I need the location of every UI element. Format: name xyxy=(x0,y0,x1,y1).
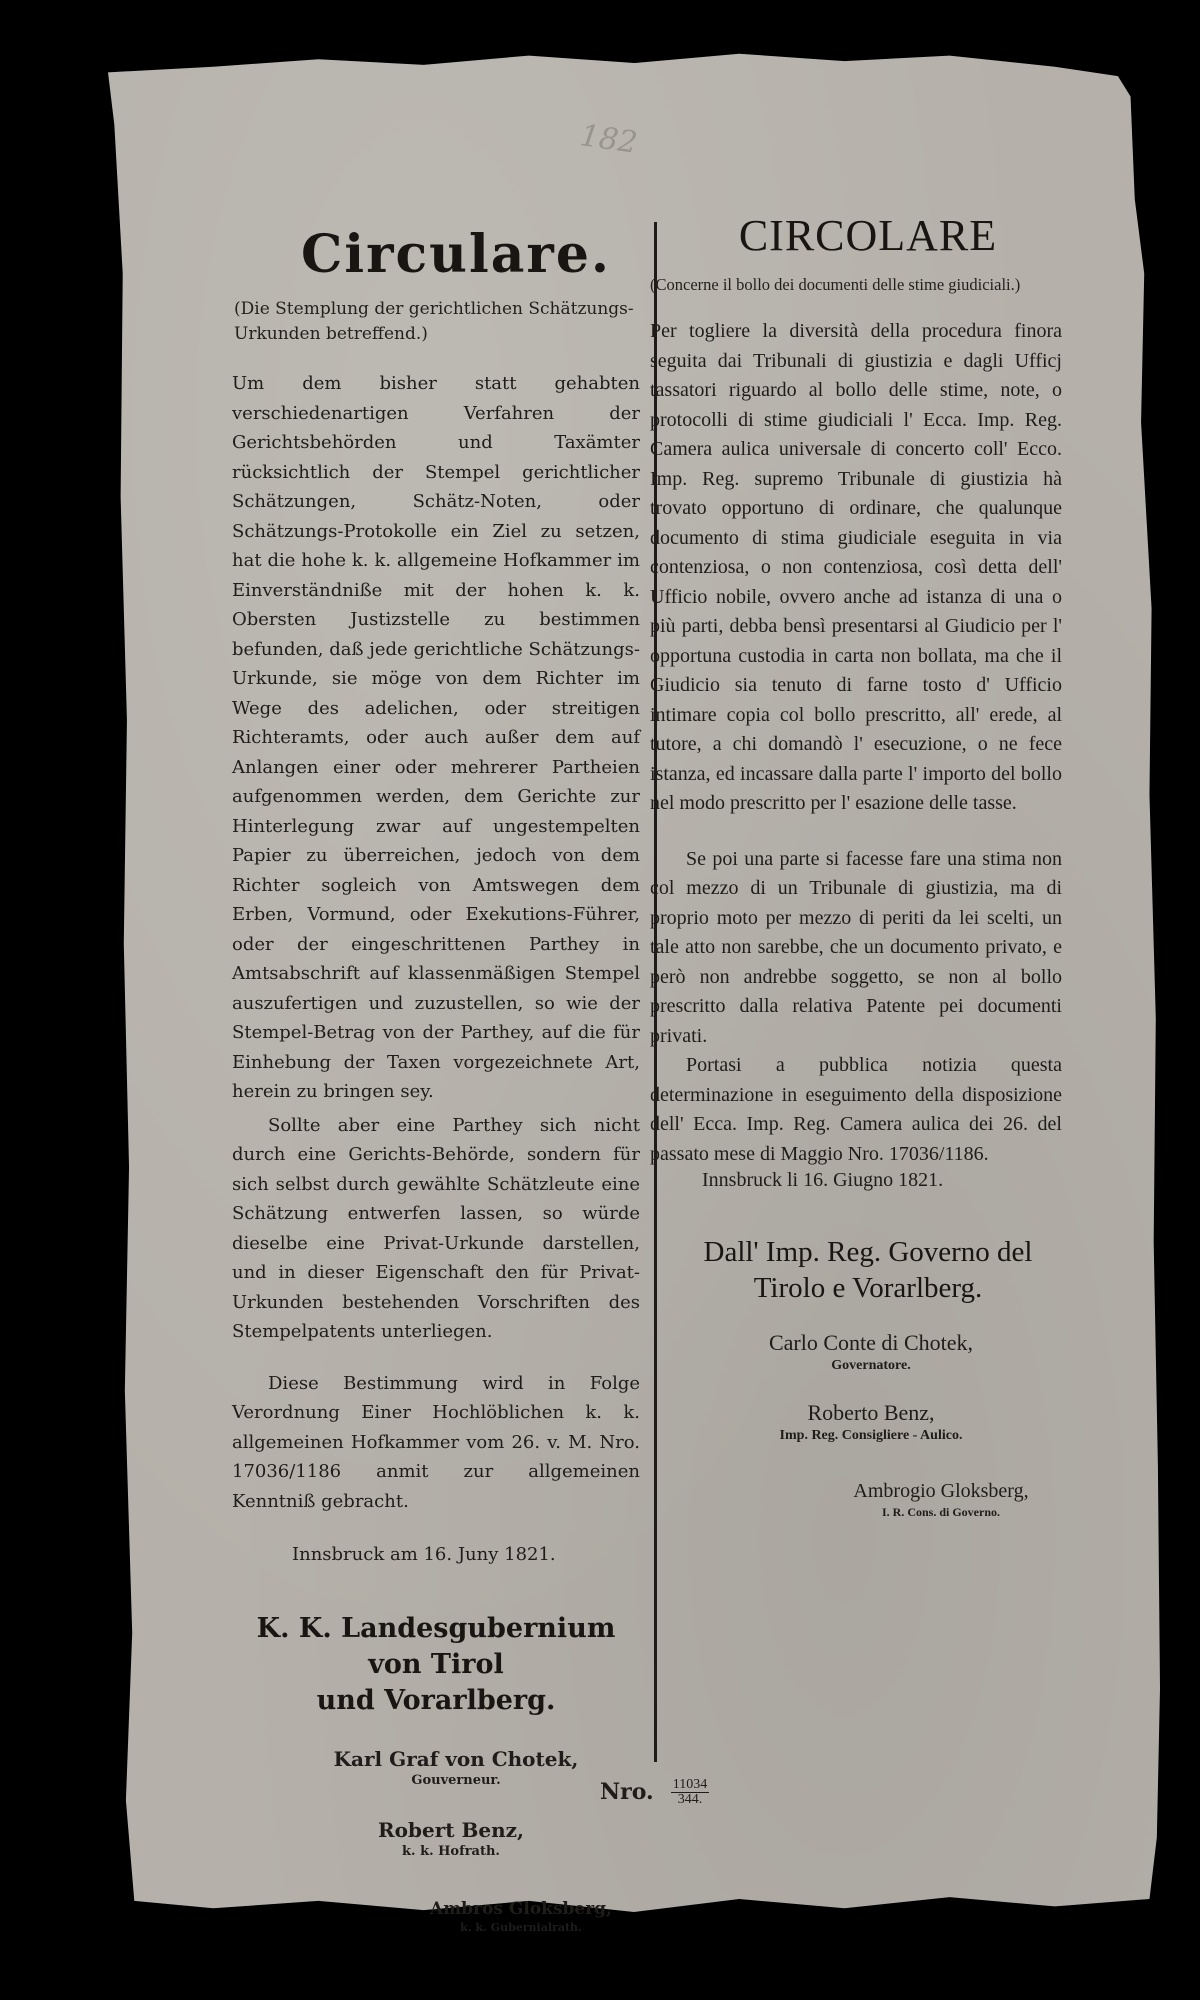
german-column xyxy=(232,210,640,1934)
handwritten-archive-number: 182 xyxy=(577,118,640,161)
german-signatory-title: k. k. Hofrath. xyxy=(402,1844,500,1859)
german-signatory-name: Karl Graf von Chotek, xyxy=(333,1747,579,1771)
document-number-fraction xyxy=(671,1778,709,1806)
italian-authority xyxy=(674,1234,1062,1306)
italian-signatory-name: Roberto Benz, xyxy=(807,1400,935,1425)
german-authority-line-2: und Vorarlberg. xyxy=(316,1685,556,1716)
german-signatory-hofrath xyxy=(262,1818,640,1859)
german-signatory-name: Robert Benz, xyxy=(378,1818,524,1842)
italian-subtitle: (Concerne il bollo dei documenti delle stime giudiciali.) xyxy=(650,275,1021,294)
german-authority xyxy=(232,1611,640,1719)
document-number-denominator: 344. xyxy=(677,1792,703,1807)
italian-signatory-title: I. R. Cons. di Governo. xyxy=(881,1505,1000,1519)
italian-paragraph-3: Portasi a pubblica notizia questa determinazione in eseguimento della disposizione dell' Ecca. Imp. Reg. Camera aulica dei 26. del passato mese di Maggio Nro. 17036/1186. xyxy=(650,1054,1062,1165)
italian-paragraph-2: Se poi una parte si facesse fare una stima non col mezzo di un Tribunale di giustizia, ma di proprio moto per mezzo di periti da lei scelti, un tale atto non sarebbe, che un documento privato, e però non andrebbe soggetto, se non al bollo prescritto dalla relativa Patente pei documenti privati. xyxy=(650,847,1062,1047)
german-signatory-title: Gouverneur. xyxy=(411,1773,501,1788)
italian-paragraph-1: Per togliere la diversità della procedura finora seguita dai Tribunali di giustizia e dagli Ufficj tassatori riguardo al bollo delle stime, note, o protocolli di stime giudiciali l' Ecca. Imp. Reg. Camera aulica universale di concerto coll' Ecco. Imp. Reg. supremo Tribunale di giustizia hà trovato opportuno di ordinare, che qualunque documento di stima giudiciale eseguita in via contenziosa, o non contenziosa, così detta dell' Ufficio nobile, ovvero anche ad istanza di una o più parti, debba bensì presentarsi al Giudicio per l' opportuna custodia in carta non bollata, ma che il Giudicio sia tenuto di farne tosto d' Ufficio intimare copia col bollo prescritto, all' erede, al tutore, a chi domandò l' esecuzione, o ne fece istanza, ed incassare dalla parte l' importo del bollo nel modo prescritto per l' esazione delle tasse. xyxy=(650,320,1062,814)
german-paragraph-2: Sollte aber eine Parthey sich nicht durch eine Gerichts-Behörde, sondern für sich selbst durch gewählte Schätzleute eine Schätzung entwerfen lassen, so würde dieselbe eine Privat-Urkunde darstellen, und in dieser Eigenschaft den für Privat-Urkunden bestehenden Vorschriften des Stempelpatents unterliegen. xyxy=(232,1114,640,1342)
italian-signatory-title: Imp. Reg. Consigliere - Aulico. xyxy=(779,1428,963,1443)
italian-signatory-name: Ambrogio Gloksberg, xyxy=(853,1480,1029,1502)
german-signatory-gubernialrath xyxy=(402,1899,640,1934)
italian-title: CIRCOLARE xyxy=(738,211,998,260)
italian-signatory-title: Governatore. xyxy=(831,1358,911,1373)
german-signatory-title: k. k. Gubernialrath. xyxy=(460,1921,582,1934)
german-signatory-name: Ambros Gloksberg, xyxy=(430,1899,612,1919)
document-number-label: Nro. xyxy=(600,1779,654,1805)
german-title: Circulare. xyxy=(300,224,612,285)
german-place-date: Innsbruck am 16. Juny 1821. xyxy=(292,1544,556,1565)
italian-place-date: Innsbruck li 16. Giugno 1821. xyxy=(702,1169,944,1191)
italian-signatory-cons-governo xyxy=(820,1480,1062,1520)
document-number xyxy=(600,1778,709,1806)
german-signatory-governor xyxy=(272,1747,640,1788)
german-paragraph-1: Um dem bisher statt gehabten verschiedenartigen Verfahren der Gerichtsbehörden und Taxämter rücksichtlich der Stempel gerichtlicher Schätzungen, Schätz-Noten, oder Schätzungs-Protokolle ein Ziel zu setzen, hat die hohe k. k. allgemeine Hofkammer im Einverständniße mit der hohen k. k. Obersten Justizstelle zu bestimmen befunden, daß jede gerichtliche Schätzungs-Urkunde, sie möge von dem Richter im Wege des adelichen, oder streitigen Richteramts, oder auch außer dem auf Anlangen einer oder mehrerer Partheien aufgenommen werden, dem Gerichte zur Hinterlegung zwar auf ungestempelten Papier zu überreichen, jedoch von dem Richter sogleich von Amtswegen dem Erben, Vormund, oder Exekutions-Führer, oder der eingeschrittenen Parthey in Amtsabschrift auf klassenmäßigen Stempel auszufertigen und zuzustellen, so wie der Stempel-Betrag von der Parthey, auf die für Einhebung der Taxen vorgezeichnete Art, herein zu bringen sey. xyxy=(232,373,640,1102)
italian-signatory-consigliere xyxy=(680,1400,1062,1444)
italian-authority-line-1: Dall' Imp. Reg. Governo del xyxy=(703,1236,1033,1268)
italian-signatory-governatore xyxy=(680,1330,1062,1374)
italian-signatory-name: Carlo Conte di Chotek, xyxy=(768,1330,974,1355)
italian-authority-line-2: Tirolo e Vorarlberg. xyxy=(753,1272,983,1304)
german-authority-line-1: K. K. Landesgubernium von Tirol xyxy=(256,1613,616,1680)
german-paragraph-3: Diese Bestimmung wird in Folge Verordnung Einer Hochlöblichen k. k. allgemeinen Hofkammer vom 26. v. M. Nro. 17036/1186 anmit zur allgemeinen Kenntniß gebracht. xyxy=(232,1372,640,1512)
document-number-numerator: 11034 xyxy=(672,1777,708,1792)
italian-column xyxy=(650,200,1062,1520)
german-subtitle: (Die Stemplung der gerichtlichen Schätzungs-Urkunden betreffend.) xyxy=(234,299,634,344)
